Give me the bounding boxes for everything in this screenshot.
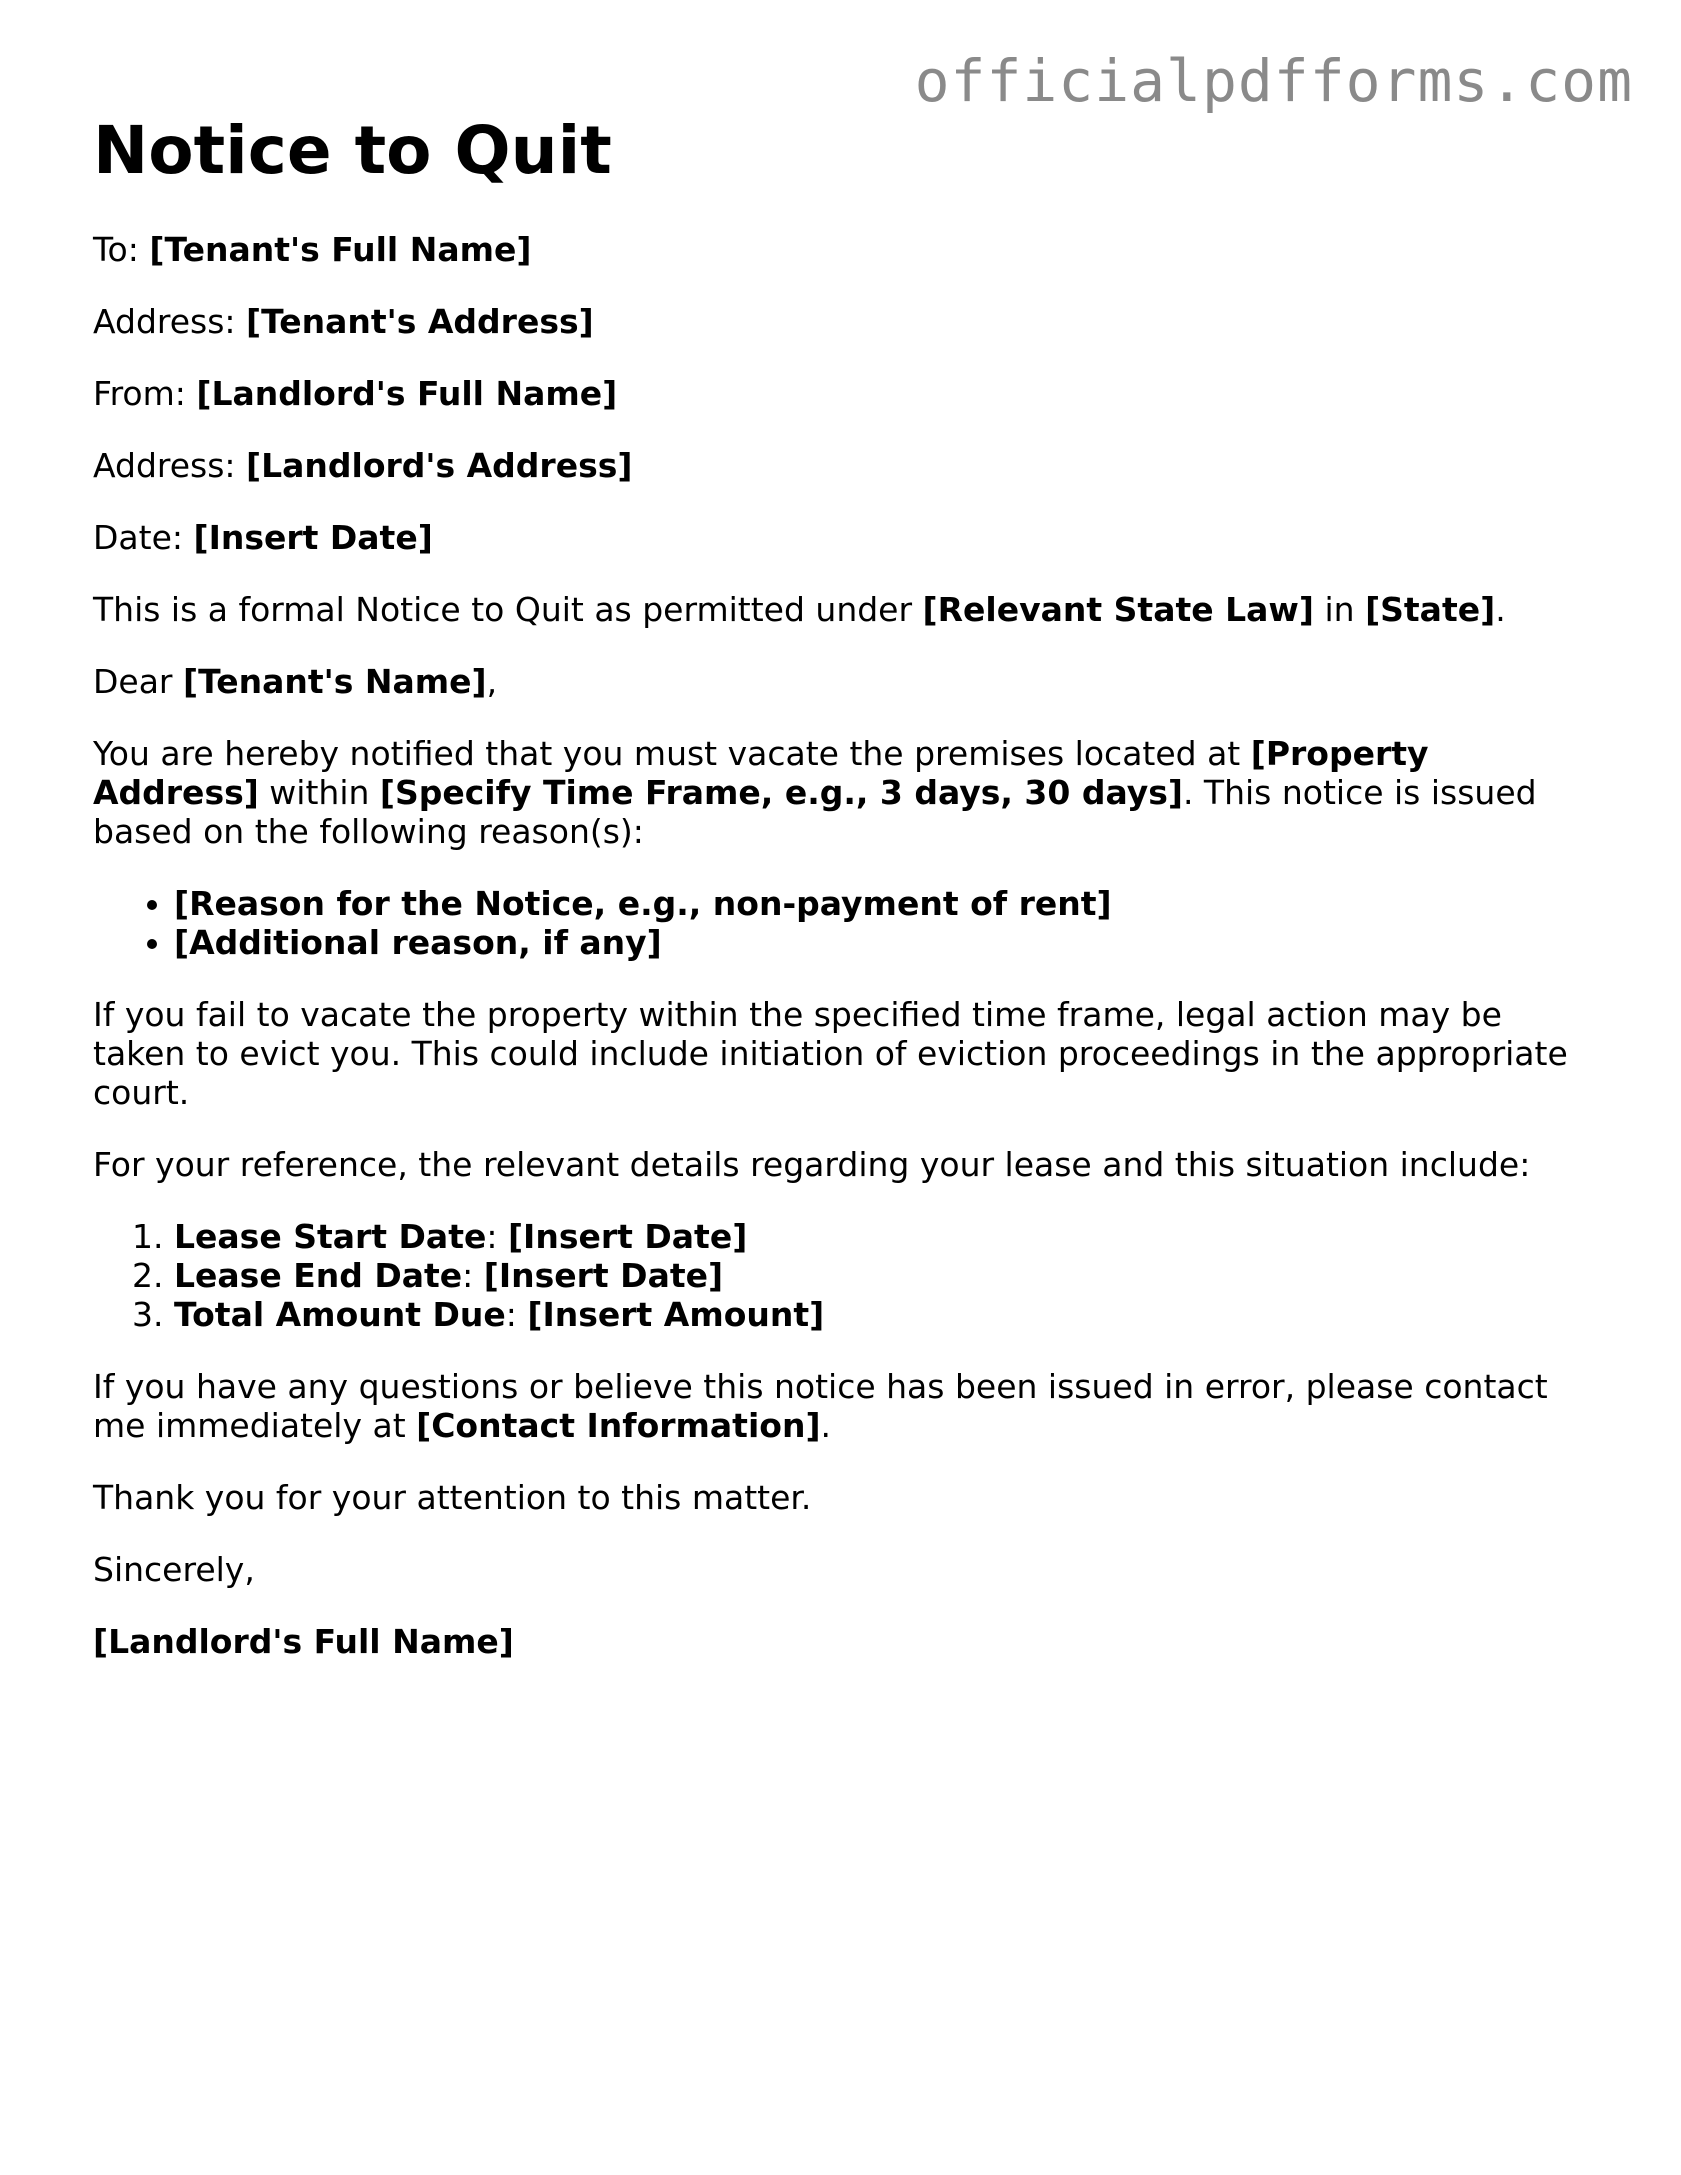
document-title: Notice to Quit — [93, 112, 612, 189]
intro-text: . — [1495, 590, 1506, 629]
list-item — [174, 923, 1593, 962]
list-item — [174, 1295, 1593, 1334]
list-item — [174, 1217, 1593, 1256]
watermark-text: officialpdfforms.com — [914, 47, 1633, 115]
reason-placeholder: [Additional reason, if any] — [174, 923, 662, 962]
date-label: Date: — [93, 518, 194, 557]
contact-text: If you have any questions or believe this notice has been issued in error, please contact me immediately at — [93, 1367, 1548, 1445]
landlord-address-placeholder: [Landlord's Address] — [246, 446, 633, 485]
from-line — [93, 374, 1593, 413]
tenant-address-placeholder: [Tenant's Address] — [246, 302, 594, 341]
detail-separator: : — [462, 1256, 484, 1295]
intro-text: in — [1313, 590, 1366, 629]
vacate-paragraph — [93, 734, 1593, 851]
to-line — [93, 230, 1593, 269]
lease-details-list — [93, 1217, 1593, 1334]
list-item — [174, 1256, 1593, 1295]
greeting-text: , — [486, 662, 498, 701]
vacate-text: within — [258, 773, 380, 812]
state-placeholder: [State] — [1365, 590, 1496, 629]
detail-value-placeholder: [Insert Amount] — [527, 1295, 825, 1334]
tenant-address-line — [93, 302, 1593, 341]
detail-label: Lease Start Date — [174, 1217, 487, 1256]
intro-text: This is a formal Notice to Quit as permitted under — [93, 590, 923, 629]
landlord-name-placeholder: [Landlord's Full Name] — [196, 374, 618, 413]
contact-text: . — [820, 1406, 832, 1445]
reasons-list — [93, 884, 1593, 962]
from-label: From: — [93, 374, 197, 413]
reference-paragraph: For your reference, the relevant details regarding your lease and this situation include: — [93, 1145, 1531, 1184]
document-body — [93, 112, 1593, 1694]
state-law-placeholder: [Relevant State Law] — [922, 590, 1314, 629]
signature-placeholder: [Landlord's Full Name] — [93, 1622, 514, 1661]
thanks-paragraph: Thank you for your attention to this matter. — [93, 1478, 812, 1517]
detail-separator: : — [505, 1295, 528, 1334]
tenant-name-placeholder: [Tenant's Full Name] — [149, 230, 532, 269]
tenant-name-placeholder: [Tenant's Name] — [183, 662, 487, 701]
detail-separator: : — [486, 1217, 508, 1256]
detail-label: Total Amount Due — [174, 1295, 506, 1334]
contact-info-placeholder: [Contact Information] — [416, 1406, 821, 1445]
closing: Sincerely, — [93, 1550, 255, 1589]
detail-label: Lease End Date — [174, 1256, 463, 1295]
detail-value-placeholder: [Insert Date] — [507, 1217, 748, 1256]
landlord-address-line — [93, 446, 1593, 485]
date-line — [93, 518, 1593, 557]
list-item — [174, 884, 1593, 923]
contact-paragraph — [93, 1367, 1593, 1445]
greeting — [93, 662, 1593, 701]
vacate-text: You are hereby notified that you must vacate the premises located at — [93, 734, 1251, 773]
address-label: Address: — [93, 302, 247, 341]
consequence-paragraph: If you fail to vacate the property within the specified time frame, legal action may be taken to evict you. This could include initiation of eviction proceedings in the appropriate court. — [93, 995, 1568, 1112]
to-label: To: — [93, 230, 150, 269]
signature — [93, 1622, 1593, 1661]
vacate-text: . This notice is issued based on the following reason(s): — [93, 773, 1537, 851]
greeting-text: Dear — [93, 662, 183, 701]
intro-paragraph — [93, 590, 1593, 629]
reason-placeholder: [Reason for the Notice, e.g., non-payment of rent] — [174, 884, 1112, 923]
date-placeholder: [Insert Date] — [193, 518, 433, 557]
address-label: Address: — [93, 446, 247, 485]
property-address-placeholder: [Property Address] — [93, 734, 1429, 812]
detail-value-placeholder: [Insert Date] — [483, 1256, 724, 1295]
time-frame-placeholder: [Specify Time Frame, e.g., 3 days, 30 days] — [379, 773, 1183, 812]
